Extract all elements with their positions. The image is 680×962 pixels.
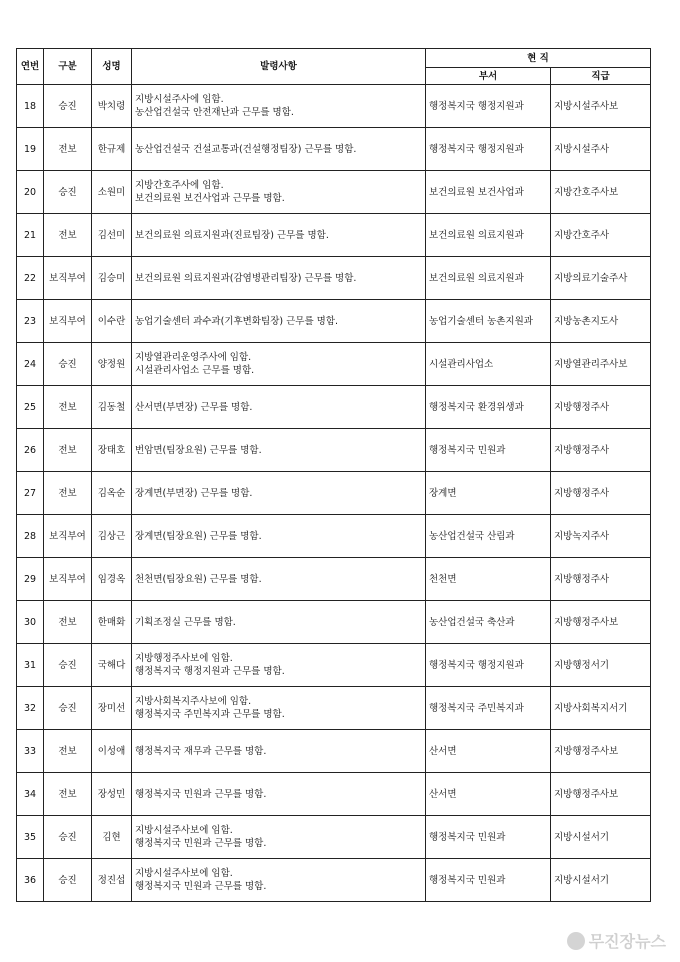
cell-no: 22 xyxy=(17,257,44,300)
cell-dept: 행정복지국 주민복지과 xyxy=(426,687,551,730)
cell-order: 번암면(팀장요원) 근무를 명함. xyxy=(132,429,426,472)
cell-type: 보직부여 xyxy=(44,558,92,601)
table-row xyxy=(17,687,651,730)
watermark-text: 무진장뉴스 xyxy=(588,932,666,951)
cell-name: 박치령 xyxy=(92,85,132,128)
cell-rank: 지방시설서기 xyxy=(551,816,651,859)
table-row xyxy=(17,429,651,472)
cell-no: 36 xyxy=(17,859,44,902)
cell-name: 장미선 xyxy=(92,687,132,730)
table-row xyxy=(17,85,651,128)
cell-rank: 지방행정주사보 xyxy=(551,601,651,644)
cell-order: 기획조정실 근무를 명함. xyxy=(132,601,426,644)
cell-rank: 지방시설주사 xyxy=(551,128,651,171)
cell-dept: 행정복지국 민원과 xyxy=(426,859,551,902)
cell-type: 승진 xyxy=(44,85,92,128)
cell-name: 한규제 xyxy=(92,128,132,171)
cell-type: 보직부여 xyxy=(44,300,92,343)
watermark-logo xyxy=(567,929,666,952)
table-row xyxy=(17,644,651,687)
cell-order: 농산업건설국 건설교통과(건설행정팀장) 근무를 명함. xyxy=(132,128,426,171)
cell-type: 전보 xyxy=(44,601,92,644)
header-dept: 부서 xyxy=(426,68,551,85)
cell-rank: 지방행정주사 xyxy=(551,386,651,429)
table-row xyxy=(17,472,651,515)
cell-type: 전보 xyxy=(44,730,92,773)
cell-dept: 행정복지국 민원과 xyxy=(426,816,551,859)
header-rank: 직급 xyxy=(551,68,651,85)
table-row xyxy=(17,300,651,343)
cell-order: 장계면(팀장요원) 근무를 명함. xyxy=(132,515,426,558)
cell-name: 정진섭 xyxy=(92,859,132,902)
cell-order: 지방행정주사보에 임함. 행정복지국 행정지원과 근무를 명함. xyxy=(132,644,426,687)
header-current: 현 직 xyxy=(426,49,651,68)
cell-order: 지방간호주사에 임함. 보건의료원 보건사업과 근무를 명함. xyxy=(132,171,426,214)
cell-order: 산서면(부면장) 근무를 명함. xyxy=(132,386,426,429)
personnel-table xyxy=(16,48,651,902)
cell-rank: 지방간호주사보 xyxy=(551,171,651,214)
cell-dept: 농산업건설국 산림과 xyxy=(426,515,551,558)
cell-no: 34 xyxy=(17,773,44,816)
cell-name: 김승미 xyxy=(92,257,132,300)
cell-rank: 지방열관리주사보 xyxy=(551,343,651,386)
cell-name: 소원미 xyxy=(92,171,132,214)
table-row xyxy=(17,386,651,429)
cell-name: 장태호 xyxy=(92,429,132,472)
table-row xyxy=(17,558,651,601)
cell-no: 26 xyxy=(17,429,44,472)
cell-order: 보건의료원 의료지원과(감염병관리팀장) 근무를 명함. xyxy=(132,257,426,300)
cell-rank: 지방녹지주사 xyxy=(551,515,651,558)
cell-type: 보직부여 xyxy=(44,257,92,300)
cell-type: 승진 xyxy=(44,171,92,214)
table-row xyxy=(17,859,651,902)
cell-no: 21 xyxy=(17,214,44,257)
cell-rank: 지방행정서기 xyxy=(551,644,651,687)
table-row xyxy=(17,816,651,859)
cell-name: 한매화 xyxy=(92,601,132,644)
table-row xyxy=(17,257,651,300)
table-row xyxy=(17,515,651,558)
cell-rank: 지방농촌지도사 xyxy=(551,300,651,343)
cell-rank: 지방행정주사 xyxy=(551,429,651,472)
cell-rank: 지방행정주사 xyxy=(551,472,651,515)
table-row xyxy=(17,730,651,773)
cell-no: 19 xyxy=(17,128,44,171)
cell-name: 임경옥 xyxy=(92,558,132,601)
cell-type: 승진 xyxy=(44,644,92,687)
cell-name: 이성애 xyxy=(92,730,132,773)
cell-type: 승진 xyxy=(44,859,92,902)
cell-dept: 행정복지국 행정지원과 xyxy=(426,128,551,171)
cell-rank: 지방행정주사보 xyxy=(551,773,651,816)
cell-name: 김상근 xyxy=(92,515,132,558)
cell-dept: 보건의료원 의료지원과 xyxy=(426,257,551,300)
cell-rank: 지방시설서기 xyxy=(551,859,651,902)
cell-no: 29 xyxy=(17,558,44,601)
cell-dept: 시설관리사업소 xyxy=(426,343,551,386)
cell-rank: 지방시설주사보 xyxy=(551,85,651,128)
cell-order: 지방시설주사보에 임함. 행정복지국 민원과 근무를 명함. xyxy=(132,859,426,902)
cell-no: 28 xyxy=(17,515,44,558)
cell-type: 승진 xyxy=(44,687,92,730)
cell-dept: 농업기술센터 농촌지원과 xyxy=(426,300,551,343)
cell-order: 천천면(팀장요원) 근무를 명함. xyxy=(132,558,426,601)
cell-no: 32 xyxy=(17,687,44,730)
cell-type: 보직부여 xyxy=(44,515,92,558)
cell-name: 이수란 xyxy=(92,300,132,343)
cell-dept: 천천면 xyxy=(426,558,551,601)
cell-name: 양정원 xyxy=(92,343,132,386)
table-row xyxy=(17,773,651,816)
table-row xyxy=(17,601,651,644)
cell-name: 국해다 xyxy=(92,644,132,687)
cell-order: 행정복지국 민원과 근무를 명함. xyxy=(132,773,426,816)
cell-order: 지방시설주사에 임함. 농산업건설국 안전재난과 근무를 명함. xyxy=(132,85,426,128)
header-order: 발령사항 xyxy=(132,49,426,85)
cell-no: 24 xyxy=(17,343,44,386)
cell-order: 지방사회복지주사보에 임함. 행정복지국 주민복지과 근무를 명함. xyxy=(132,687,426,730)
cell-dept: 행정복지국 행정지원과 xyxy=(426,85,551,128)
cell-dept: 보건의료원 의료지원과 xyxy=(426,214,551,257)
header-type: 구분 xyxy=(44,49,92,85)
table-row xyxy=(17,214,651,257)
cell-no: 31 xyxy=(17,644,44,687)
cell-type: 전보 xyxy=(44,429,92,472)
cell-rank: 지방행정주사보 xyxy=(551,730,651,773)
cell-order: 보건의료원 의료지원과(진료팀장) 근무를 명함. xyxy=(132,214,426,257)
cell-rank: 지방간호주사 xyxy=(551,214,651,257)
cell-order: 농업기술센터 과수과(기후변화팀장) 근무를 명함. xyxy=(132,300,426,343)
table-row xyxy=(17,128,651,171)
cell-type: 전보 xyxy=(44,128,92,171)
table-row xyxy=(17,343,651,386)
cell-type: 전보 xyxy=(44,773,92,816)
cell-dept: 보건의료원 보건사업과 xyxy=(426,171,551,214)
cell-dept: 행정복지국 환경위생과 xyxy=(426,386,551,429)
cell-rank: 지방의료기술주사 xyxy=(551,257,651,300)
cell-dept: 행정복지국 행정지원과 xyxy=(426,644,551,687)
header-name: 성명 xyxy=(92,49,132,85)
cell-order: 행정복지국 재무과 근무를 명함. xyxy=(132,730,426,773)
cell-type: 승진 xyxy=(44,343,92,386)
cell-type: 전보 xyxy=(44,214,92,257)
cell-name: 장성민 xyxy=(92,773,132,816)
cell-name: 김동철 xyxy=(92,386,132,429)
cell-no: 27 xyxy=(17,472,44,515)
cell-no: 30 xyxy=(17,601,44,644)
cell-name: 김현 xyxy=(92,816,132,859)
cell-dept: 농산업건설국 축산과 xyxy=(426,601,551,644)
cell-no: 33 xyxy=(17,730,44,773)
header-no: 연번 xyxy=(17,49,44,85)
logo-icon xyxy=(567,932,585,950)
cell-type: 전보 xyxy=(44,472,92,515)
cell-no: 18 xyxy=(17,85,44,128)
cell-no: 35 xyxy=(17,816,44,859)
cell-no: 23 xyxy=(17,300,44,343)
cell-order: 장계면(부면장) 근무를 명함. xyxy=(132,472,426,515)
cell-rank: 지방행정주사 xyxy=(551,558,651,601)
cell-order: 지방열관리운영주사에 임함. 시설관리사업소 근무를 명함. xyxy=(132,343,426,386)
cell-dept: 산서면 xyxy=(426,773,551,816)
cell-dept: 행정복지국 민원과 xyxy=(426,429,551,472)
cell-order: 지방시설주사보에 임함. 행정복지국 민원과 근무를 명함. xyxy=(132,816,426,859)
cell-name: 김옥순 xyxy=(92,472,132,515)
cell-no: 20 xyxy=(17,171,44,214)
cell-no: 25 xyxy=(17,386,44,429)
cell-rank: 지방사회복지서기 xyxy=(551,687,651,730)
table-row xyxy=(17,171,651,214)
cell-name: 김선미 xyxy=(92,214,132,257)
cell-type: 승진 xyxy=(44,816,92,859)
cell-dept: 장계면 xyxy=(426,472,551,515)
cell-type: 전보 xyxy=(44,386,92,429)
cell-dept: 산서면 xyxy=(426,730,551,773)
